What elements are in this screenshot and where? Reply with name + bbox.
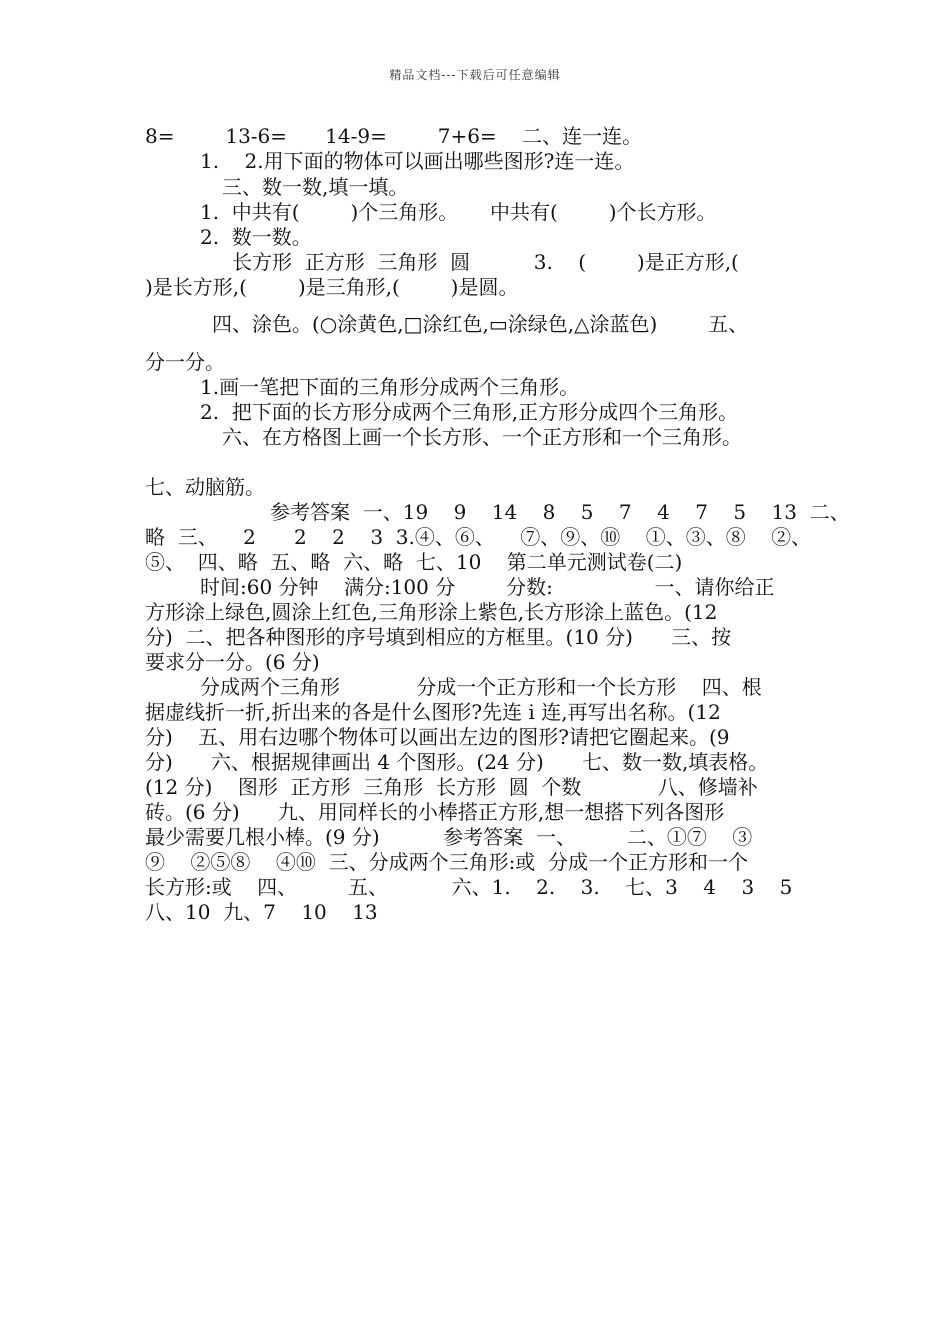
text-line-9: 分一分。 — [145, 350, 225, 374]
text-line-27: 最少需要几根小棒。(9 分) 参考答案 一、 二、①⑦ ③ — [145, 825, 753, 849]
text-line-15: 略 三、 2 2 2 3 3.④、⑥、 ⑦、⑨、⑩ ①、③、⑧ ②、 — [145, 525, 812, 549]
text-line-5: 2. 数一数。 — [200, 225, 312, 249]
text-line-6: 长方形 正方形 三角形 圆 3. ( )是正方形,( — [232, 250, 739, 274]
text-line-1: 8= 13-6= 14-9= 7+6= 二、连一连。 — [145, 124, 643, 148]
text-line-24: 分) 六、根据规律画出 4 个图形。(24 分) 七、数一数,填表格。 — [145, 750, 769, 774]
text-line-2: 1. 2.用下面的物体可以画出哪些图形?连一连。 — [200, 149, 635, 173]
text-line-17: 时间:60 分钟 满分:100 分 分数: 一、请你给正 — [200, 575, 775, 599]
text-line-13: 七、动脑筋。 — [145, 475, 265, 499]
text-line-10: 1.画一笔把下面的三角形分成两个三角形。 — [200, 375, 580, 399]
text-line-18: 方形涂上绿色,圆涂上红色,三角形涂上紫色,长方形涂上蓝色。(12 — [145, 600, 718, 624]
text-line-26: 砖。(6 分) 九、用同样长的小棒搭正方形,想一想搭下列各图形 — [145, 800, 725, 824]
page-header: 精品文档---下载后可任意编辑 — [389, 68, 561, 82]
text-line-30: 八、10 九、7 10 13 — [145, 900, 378, 924]
text-line-11: 2. 把下面的长方形分成两个三角形,正方形分成四个三角形。 — [200, 400, 739, 424]
text-line-7: )是长方形,( )是三角形,( )是圆。 — [145, 275, 519, 299]
text-line-3: 三、数一数,填一填。 — [222, 175, 409, 199]
text-line-22: 据虚线折一折,折出来的各是什么图形?先连 i 连,再写出名称。(12 — [145, 700, 721, 724]
text-line-25: (12 分) 图形 正方形 三角形 长方形 圆 个数 八、修墙补 — [145, 775, 758, 799]
text-line-29: 长方形:或 四、 五、 六、1. 2. 3. 七、3 4 3 5 — [145, 875, 793, 899]
text-line-12: 六、在方格图上画一个长方形、一个正方形和一个三角形。 — [222, 425, 742, 449]
text-line-21: 分成两个三角形 分成一个正方形和一个长方形 四、根 — [200, 675, 762, 699]
text-line-8: 四、涂色。(○涂黄色,□涂红色,▭涂绿色,△涂蓝色) 五、 — [212, 312, 749, 336]
text-line-23: 分) 五、用右边哪个物体可以画出左边的图形?请把它圈起来。(9 — [145, 725, 730, 749]
text-line-28: ⑨ ②⑤⑧ ④⑩ 三、分成两个三角形:或 分成一个正方形和一个 — [145, 850, 749, 874]
text-line-20: 要求分一分。(6 分) — [145, 650, 320, 674]
text-line-16: ⑤、 四、略 五、略 六、略 七、10 第二单元测试卷(二) — [145, 550, 683, 574]
text-line-4: 1. 中共有( )个三角形。 中共有( )个长方形。 — [200, 200, 717, 224]
text-line-19: 分) 二、把各种图形的序号填到相应的方框里。(10 分) 三、按 — [145, 625, 732, 649]
text-line-14: 参考答案 一、19 9 14 8 5 7 4 7 5 13 二、 — [270, 500, 850, 524]
